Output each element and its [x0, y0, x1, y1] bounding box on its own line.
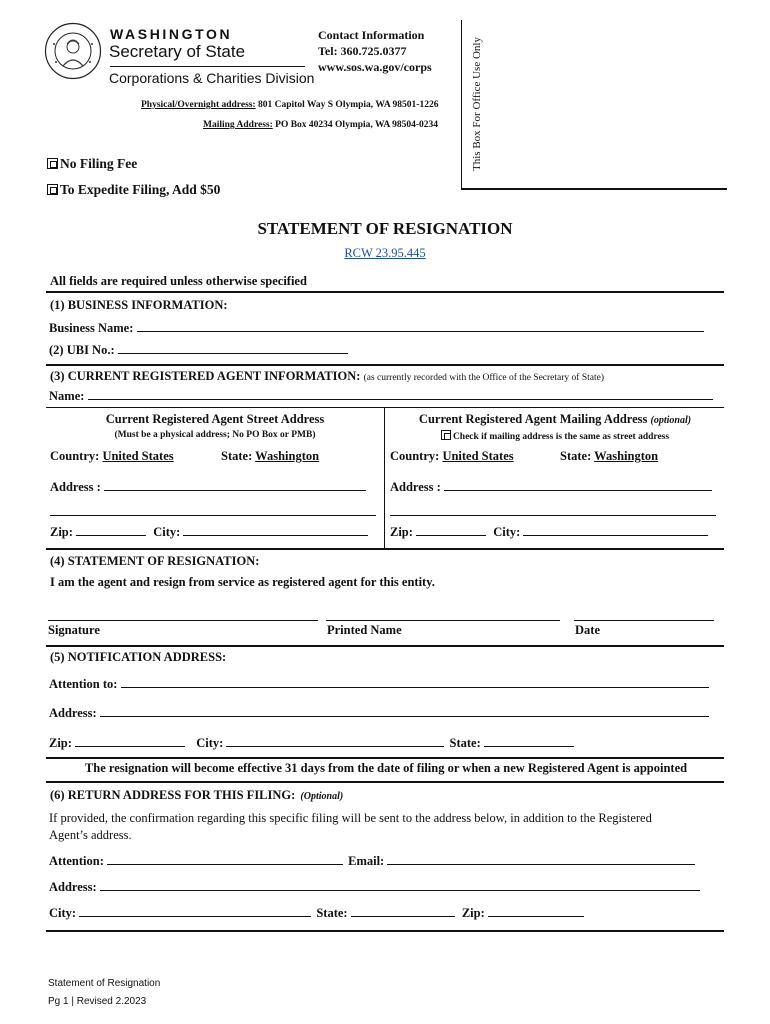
mailing-state-label: State: — [560, 449, 592, 463]
street-zip-line[interactable] — [76, 525, 146, 536]
mailing-address-title — [385, 412, 725, 427]
date-line[interactable] — [574, 620, 714, 621]
no-filing-fee-option[interactable] — [47, 156, 137, 172]
street-address-subtitle: (Must be a physical address; No PO Box or PMB) — [114, 430, 316, 440]
washington-seal-logo — [44, 22, 102, 80]
required-note: All fields are required unless otherwise specified — [50, 274, 307, 288]
street-address-line[interactable] — [104, 480, 366, 491]
mailing-same-option[interactable] — [385, 430, 725, 442]
expedite-label: To Expedite Filing, Add $50 — [60, 182, 221, 197]
rcw-link[interactable]: RCW 23.95.445 — [344, 246, 426, 260]
org-subtitle: Secretary of State — [109, 42, 246, 61]
section-3-divider — [384, 408, 385, 548]
street-zip-label: Zip: — [50, 525, 73, 539]
section-6-heading — [50, 788, 343, 803]
notification-state-line[interactable] — [484, 736, 574, 747]
notification-zip-line[interactable] — [75, 736, 185, 747]
business-name-line[interactable] — [137, 321, 704, 332]
mailing-state-value: Washington — [594, 449, 659, 463]
office-box-bottom-border — [461, 188, 727, 190]
office-use-label: This Box For Office Use Only — [471, 37, 483, 171]
return-zip-line[interactable] — [488, 906, 584, 917]
return-address-field[interactable] — [49, 880, 700, 895]
agent-name-line[interactable] — [88, 389, 713, 400]
expedite-option[interactable] — [47, 182, 220, 198]
mailing-address-label: Mailing Address: — [203, 120, 273, 130]
mailing-country-value: United States — [442, 449, 514, 463]
office-box-left-border — [461, 20, 462, 190]
date-label: Date — [575, 623, 600, 637]
street-state-value: Washington — [255, 449, 320, 463]
ubi-label: (2) UBI No.: — [49, 343, 115, 357]
attention-to-line[interactable] — [121, 677, 709, 688]
mailing-address-line-2[interactable] — [390, 515, 716, 516]
mailing-title-text: Current Registered Agent Mailing Address — [418, 412, 648, 426]
mailing-country-label: Country: — [390, 449, 440, 463]
mailing-address-label-text: Address : — [390, 480, 441, 494]
mailing-optional: (optional) — [650, 415, 692, 426]
return-email-line[interactable] — [387, 854, 695, 865]
notification-city-label: City: — [196, 736, 224, 750]
return-paragraph-line-1: If provided, the confirmation regarding this specific filing will be sent to the address below, in addition to the Registered — [49, 811, 652, 825]
mailing-address — [203, 120, 438, 130]
header-rule — [110, 66, 305, 67]
notification-city-line[interactable] — [226, 736, 444, 747]
return-attention-label: Attention: — [49, 854, 104, 868]
mailing-address-value: PO Box 40234 Olympia, WA 98504-0234 — [275, 120, 439, 130]
effective-note: The resignation will become effective 31 days from the date of filing or when a new Registered Agent is appointed — [84, 761, 688, 775]
section-5-heading: (5) NOTIFICATION ADDRESS: — [50, 650, 227, 664]
return-address-label: Address: — [49, 880, 97, 894]
signature-line[interactable] — [48, 620, 318, 621]
mailing-country — [390, 449, 514, 464]
street-address-title: Current Registered Agent Street Address — [105, 412, 325, 426]
street-country-value: United States — [102, 449, 174, 463]
printed-name-line[interactable] — [326, 620, 560, 621]
street-address-label: Address : — [50, 480, 101, 494]
rule-8 — [46, 930, 724, 932]
rule-7 — [46, 781, 724, 783]
rule-5 — [46, 645, 724, 647]
contact-title: Contact Information — [318, 28, 425, 42]
physical-address — [141, 100, 438, 110]
mailing-state — [560, 449, 658, 464]
business-name-field[interactable] — [49, 321, 704, 336]
rule-3 — [46, 407, 724, 408]
agent-name-field[interactable] — [49, 389, 713, 404]
return-address-line[interactable] — [100, 880, 700, 891]
contact-web: www.sos.wa.gov/corps — [318, 60, 432, 74]
mailing-address-line[interactable] — [444, 480, 712, 491]
footer-page-info: Pg 1 | Revised 2.2023 — [48, 996, 147, 1007]
return-city-line[interactable] — [79, 906, 311, 917]
section-1-heading: (1) BUSINESS INFORMATION: — [50, 298, 228, 312]
footer-doc-name: Statement of Resignation — [48, 978, 161, 989]
notification-address-label: Address: — [49, 706, 97, 720]
section-3-note: (as currently recorded with the Office of the Secretary of State) — [363, 373, 604, 383]
expedite-checkbox[interactable] — [47, 184, 58, 195]
street-zip-city-field[interactable] — [50, 525, 368, 540]
return-city-state-zip-field[interactable] — [49, 906, 584, 921]
mailing-same-checkbox[interactable] — [441, 430, 451, 440]
notification-zip-label: Zip: — [49, 736, 72, 750]
street-city-label: City: — [153, 525, 181, 539]
mailing-address-field[interactable] — [390, 480, 712, 495]
resignation-statement: I am the agent and resign from service as registered agent for this entity. — [50, 575, 435, 589]
org-name: WASHINGTON — [110, 26, 233, 42]
street-address-field[interactable] — [50, 480, 366, 495]
attention-to-label: Attention to: — [49, 677, 118, 691]
mailing-same-label: Check if mailing address is the same as street address — [452, 432, 670, 442]
mailing-city-label: City: — [493, 525, 521, 539]
printed-name-label: Printed Name — [327, 623, 402, 637]
return-city-label: City: — [49, 906, 77, 920]
rule-1 — [46, 291, 724, 293]
notification-address-line[interactable] — [100, 706, 709, 717]
street-country-label: Country: — [50, 449, 100, 463]
mailing-zip-city-field[interactable] — [390, 525, 708, 540]
return-paragraph-line-2: Agent’s address. — [49, 828, 132, 842]
street-country — [50, 449, 174, 464]
return-zip-label: Zip: — [461, 906, 485, 920]
division-name: Corporations & Charities Division — [109, 70, 315, 86]
rule-4 — [46, 548, 724, 550]
rule-6 — [46, 757, 724, 759]
mailing-city-line[interactable] — [523, 525, 708, 536]
rule-2 — [46, 364, 724, 366]
street-state — [221, 449, 319, 464]
no-fee-label: No Filing Fee — [60, 156, 138, 171]
return-attention-line[interactable] — [107, 854, 343, 865]
section-6-optional: (Optional) — [300, 791, 344, 802]
section-6-title: (6) RETURN ADDRESS FOR THIS FILING: — [50, 788, 296, 802]
street-city-line[interactable] — [183, 525, 368, 536]
business-name-label: Business Name: — [49, 321, 134, 335]
attention-to-field[interactable] — [49, 677, 709, 692]
section-4-heading: (4) STATEMENT OF RESIGNATION: — [50, 554, 260, 568]
return-email-label: Email: — [348, 854, 385, 868]
return-attention-email-field[interactable] — [49, 854, 695, 869]
street-address-line-2[interactable] — [50, 515, 376, 516]
notification-zip-city-state-field[interactable] — [49, 736, 574, 751]
form-title: STATEMENT OF RESIGNATION — [257, 219, 513, 238]
ubi-line[interactable] — [118, 343, 348, 354]
agent-name-label: Name: — [49, 389, 85, 403]
mailing-zip-label: Zip: — [390, 525, 413, 539]
signature-label: Signature — [48, 623, 100, 637]
return-state-line[interactable] — [351, 906, 455, 917]
section-3-title: (3) CURRENT REGISTERED AGENT INFORMATION: — [50, 369, 361, 383]
no-fee-checkbox[interactable] — [47, 158, 58, 169]
physical-address-label: Physical/Overnight address: — [141, 100, 256, 110]
return-state-label: State: — [316, 906, 348, 920]
contact-tel: Tel: 360.725.0377 — [318, 44, 407, 58]
ubi-field[interactable] — [49, 343, 348, 358]
mailing-zip-line[interactable] — [416, 525, 486, 536]
physical-address-value: 801 Capitol Way S Olympia, WA 98501-1226 — [258, 100, 439, 110]
notification-state-label: State: — [449, 736, 481, 750]
section-3-heading — [50, 369, 604, 384]
notification-address-field[interactable] — [49, 706, 709, 721]
street-state-label: State: — [221, 449, 253, 463]
